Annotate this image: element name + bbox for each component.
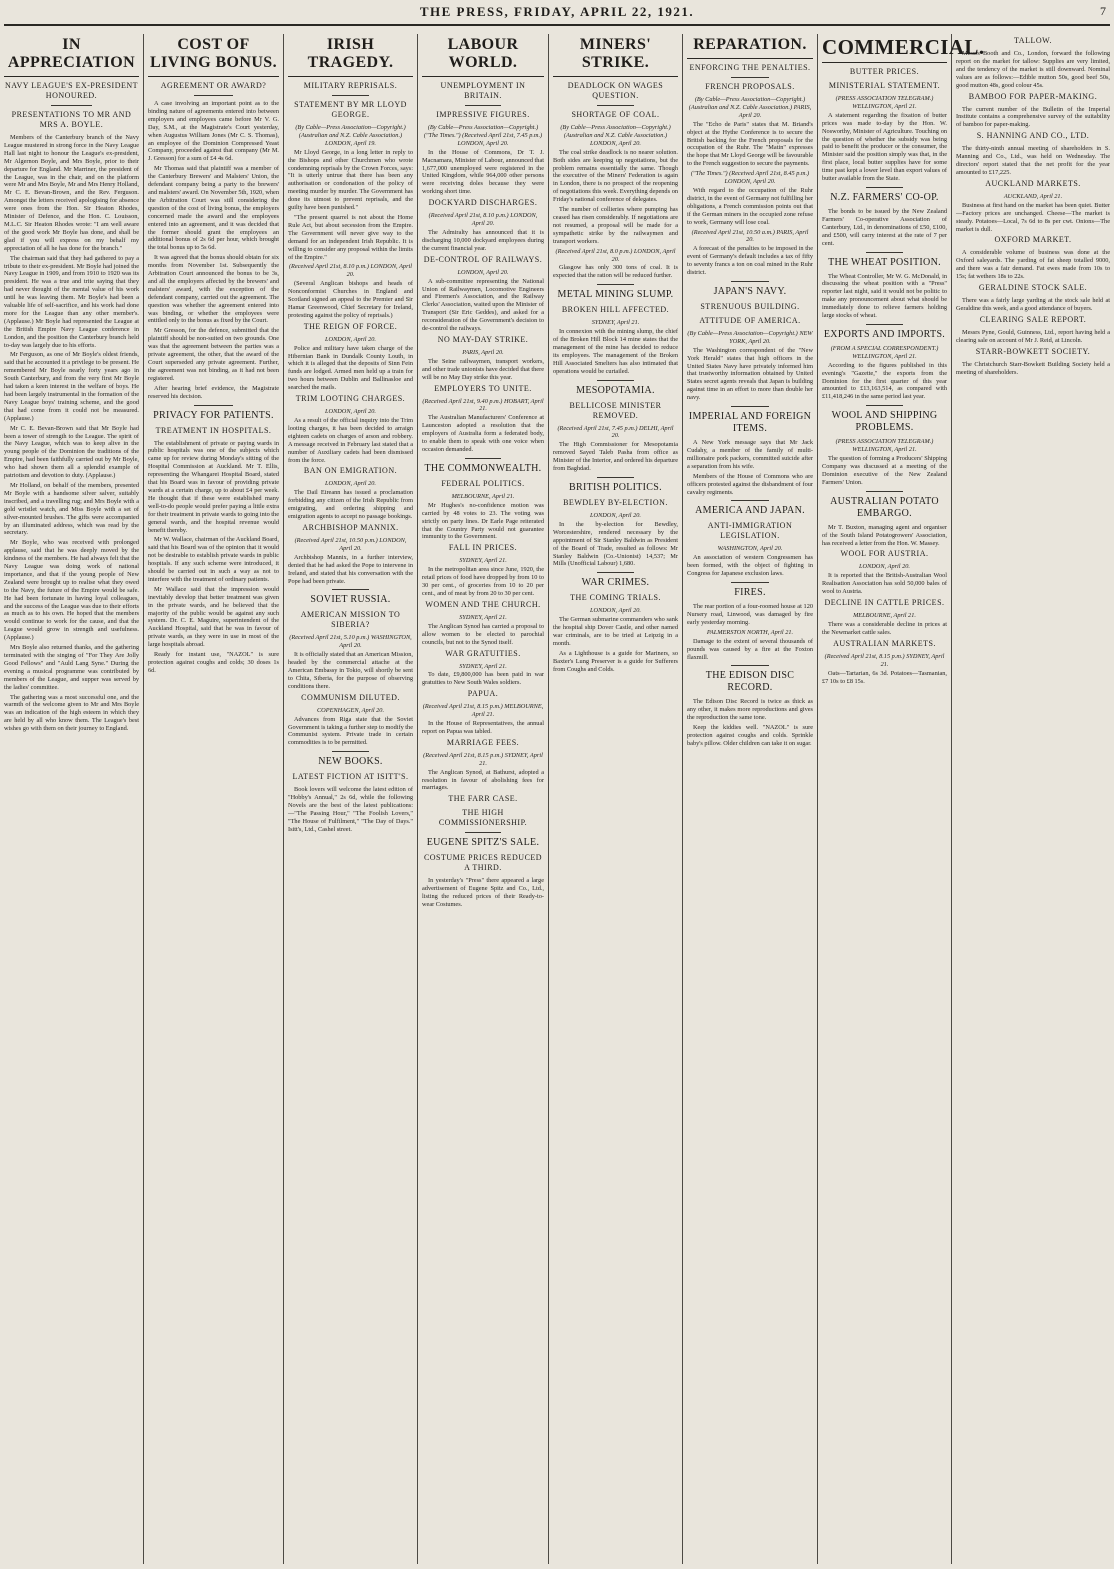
subheading: MINISTERIAL STATEMENT.	[828, 81, 941, 90]
dateline: ("The Times.") (Received April 21st, 8.45 p.m.) LONDON, April 20.	[690, 170, 810, 186]
dateline: (Received April 21st, 8.10 p.m.) LONDON, April 20.	[428, 212, 538, 228]
section-heading: EXPORTS AND IMPORTS.	[823, 328, 946, 340]
divider	[597, 572, 635, 573]
section-heading: WAR CRIMES.	[581, 577, 650, 589]
dateline: SYDNEY, April 21.	[459, 613, 507, 621]
article-paragraph: Mrs Boyle also returned thanks, and the gathering terminated with the singing of "For They Are Jolly Good Fellows" and "Auld Lang Syne." During the evening a musical programme was contributed by members of the League, and supper was served by the ladies' committee.	[4, 644, 139, 691]
dateline: (Received April 21st, 8.10 p.m.) LONDON, April 20.	[288, 263, 413, 279]
dateline: (Received April 21st, 10.50 a.m.) PARIS, April 20.	[691, 228, 809, 244]
subheading: MARRIAGE FEES.	[446, 737, 520, 747]
dateline: WASHINGTON, April 20.	[717, 545, 783, 553]
subheading: DEADLOCK ON WAGES QUESTION.	[567, 81, 664, 100]
headline: MINERS' STRIKE.	[553, 36, 678, 77]
dateline: MELBOURNE, April 21.	[853, 612, 916, 620]
dateline: LONDON, April 20.	[590, 607, 641, 615]
dateline: (Received April 21st, 7.45 p.m.) DELHI, April 20.	[557, 424, 674, 440]
article-paragraph: Police and military have taken charge of the Hibernian Bank in Dundalk County Louth, in which it is alleged that the deposits of Sinn Fein funds are lodged. Armed men held up a train for two hours between Dublin and Ballinasloe and searched the mails.	[288, 344, 413, 392]
dateline: (Received April 21st, 8.15 p.m.) SYDNEY, April 21.	[423, 751, 543, 767]
article-paragraph: After hearing brief evidence, the Magistrate reserved his decision.	[148, 384, 279, 400]
divider	[332, 751, 370, 752]
article-paragraph: The Edison Disc Record is twice as thick as any other, it makes more reproductions and gives the reproduction the same tone.	[687, 698, 813, 722]
dateline: MELBOURNE, April 21.	[451, 492, 515, 500]
section-heading: THE COMMONWEALTH.	[424, 462, 542, 474]
subheading: THE HIGH COMMISSIONERSHIP.	[438, 808, 528, 828]
subheading: ANTI-IMMIGRATION LEGISLATION.	[707, 521, 793, 541]
dateline: PARIS, April 20.	[462, 348, 504, 356]
article-paragraph: Glasgow has only 300 tons of coal. It is expected that the ration will be reduced further.	[553, 264, 678, 280]
divider	[731, 582, 769, 583]
dateline: (FROM A SPECIAL CORRESPONDENT.) WELLINGTON, April 21.	[830, 344, 939, 360]
subheading: BROKEN HILL AFFECTED.	[561, 305, 670, 315]
article-paragraph: Messrs Booth and Co., London, forward the following report on the market for tallow: Supplies are very limited, and the tendency of the market is still downward. Nominal values are as follows:—Edible mutton 50s, good beef 50s, good mutton 48s, good colour 45s.	[956, 50, 1110, 89]
divider	[597, 477, 635, 478]
article-paragraph: The bonds to be issued by the New Zealand Farmers' Co-operative Association of Canterbury, Ltd., in denominations of £50, £100, and £500, will carry interest at the rate of 7 per cent.	[822, 207, 947, 247]
subheading: THE COMING TRIALS.	[570, 593, 661, 603]
article-paragraph: Keep the kiddies well. "NAZOL" is sure protection against coughs and colds. Sprinkle baby's pillow. Older children can take it on sugar.	[687, 724, 813, 747]
article-paragraph: The establishment of private or paying wards in public hospitals was one of the subjects which came up for review during Monday's sitting of the Hospital Commission at Auckland. Mr T. Ellis, representing the Whangarei Hospital Board, stated that his Board was in favour of providing private wards at a certain charge, up to about £4 per week. He thought that if these were established many well-to-do people would prefer paying a little extra for their treatment in private wards to going into the general wards, and the hospital revenue would benefit thereby.	[148, 439, 279, 534]
headline: COST OF LIVING BONUS.	[148, 36, 279, 77]
article-paragraph: The Anglican Synod, at Bathurst, adopted a resolution in favour of abolishing fees for marriages.	[422, 768, 544, 792]
section-heading: METAL MINING SLUMP.	[557, 289, 674, 301]
article-paragraph: A forecast of the penalties to be imposed in the event of Germany's default includes a tax of fifty to seventy francs a ton on coal mined in the Ruhr district.	[687, 245, 813, 277]
article-paragraph: Mr C. E. Bevan-Brown said that Mr Boyle had been a tower of strength to the League. The spirit of the Navy League, which was to keep alive in the young people of the Dominion the traditions of the Empire, had been faithfully carried out by Mr Boyle, who had shown them all a splendid example of patriotism and devotion to duty. (Applause.)	[4, 424, 139, 480]
article-paragraph: Archbishop Mannix, in a further interview, denied that he had asked the Pope to intervene in Ireland, and stated that his conversation with the Pope had been private.	[288, 553, 413, 585]
article-paragraph: It is reported that the British-Australian Wool Realisation Association has sold 50,000 bales of wool to Austria.	[822, 572, 947, 596]
divider	[866, 324, 904, 325]
subheading: MILITARY REPRISALS.	[303, 81, 398, 90]
article-paragraph: Advances from Riga state that the Soviet Government is taking a further step to modify the Communist system. Private trade in certain commodities is to be permitted.	[288, 715, 413, 747]
article-paragraph: Mr Gresson, for the defence, submitted that the plaintiff should be non-suited on two grounds. One was that the agreement between the parties was a private agreement, the other, that the award of the Court superseded any private agreement. Further, the agreement was not binding, as it had not been registered.	[148, 327, 279, 382]
article-paragraph: In the by-election for Bewdley, Worcestershire, rendered necessary by the appointment of Sir Stanley Baldwin as President of the Board of Trade, resulted as follows: Mr Stanley Baldwin (Co.-Unionist) 14,537; Mr Mills (Unofficial Labour) 1,680.	[553, 520, 678, 568]
divider	[597, 380, 635, 381]
subheading: WAR GRATUITIES.	[445, 648, 521, 658]
subheading: TREATMENT IN HOSPITALS.	[155, 425, 272, 435]
article-paragraph: Mr Wallace said that the impression would inevitably develop that better treatment was given in the private wards, and he believed that the majority of the public would be against any such system. Dr. C. E. Maguire, superintendent of the Auckland Hospital, said that he was in favour of private wards, as they were in use in most of the large hospitals abroad.	[148, 585, 279, 649]
subheading: PAPUA.	[467, 689, 499, 699]
subheading: ARCHBISHOP MANNIX.	[302, 522, 399, 532]
article-paragraph: The current number of the Bulletin of the Imperial Institute contains a comprehensive survey of the suitability of bamboo for paper-making.	[956, 105, 1110, 129]
subheading: THE FARR CASE.	[448, 794, 518, 804]
dateline: LONDON, April 20.	[457, 268, 509, 276]
divider	[194, 405, 233, 406]
article-paragraph: In the House of Representatives, the annual report on Papua was tabled.	[422, 720, 544, 735]
divider	[731, 406, 769, 407]
divider	[465, 458, 502, 459]
headline: LABOUR WORLD.	[422, 36, 544, 77]
dateline: (By Cable—Press Association—Copyright.) ("The Times.") (Received April 21st, 7.45 p.m.) LONDON, April 20.	[423, 124, 543, 147]
article-paragraph: The coal strike deadlock is no nearer solution. Both sides are keeping up negotiations, but the problem remains essentially the same. Though the executive of the Miners' Federation is again in London, there is no prospect of the reopening of negotiations this week. Everything depends on Friday's national conference of delegates.	[553, 148, 678, 204]
divider	[866, 252, 904, 253]
article-paragraph: The number of collieries where pumping has ceased has risen considerably. If negotiations are not resumed, a proposal will be made for a sympathetic strike by the railwaymen and transport workers.	[553, 206, 678, 245]
dateline: LONDON, April 20.	[325, 408, 376, 416]
article-paragraph: Mr Hughes's no-confidence motion was carried by 48 votes to 23. The voting was strictly on party lines. Dr Earle Page reiterated that the Country Party would not guarantee immunity to the Government.	[422, 501, 544, 541]
subheading: BEWDLEY BY-ELECTION.	[563, 498, 668, 507]
article-paragraph: A sub-committee representing the National Union of Railwaymen, Locomotive Engineers and Firemen's Association, and the Railway Clerks' Association, waited upon the Minister of Transport (Sir Eric Geddes), and asked for a reconsideration of the Government's decision to de-control the railways.	[422, 277, 544, 333]
article-paragraph: Mr Boyle, who was received with prolonged applause, said that he was deeply moved by the kindness of the members. He had always felt that the Navy League was doing work of national importance, and that if the young people of New Zealand were brought up to realise what they owed to the Navy, the future of the Empire would be safe. He had been fortunate in having loyal colleagues, and the success of the League was due to their efforts as much as to his own. He hoped that the members would continue to work for the cause, and that the League would grow in strength and usefulness. (Applause.)	[4, 539, 139, 642]
article-paragraph: To date, £9,800,000 has been paid in war gratuities to New South Wales soldiers.	[422, 671, 544, 687]
dateline: LONDON, April 20.	[325, 480, 376, 488]
subheading: NO MAY-DAY STRIKE.	[437, 334, 529, 344]
dateline: (By Cable—Press Association—Copyright.) (Australian and N.Z. Cable Association.) PARIS, April 20.	[688, 96, 812, 119]
divider	[866, 491, 904, 492]
article-paragraph: The Australian Manufacturers' Conference at Launceston adopted a resolution that the employers of Australia form a federated body, to enable them to speak with one voice when occasion demanded.	[422, 414, 544, 453]
divider	[731, 77, 769, 78]
article-paragraph: The thirty-ninth annual meeting of shareholders in S. Manning and Co., Ltd., was held on Wednesday. The directors' report stated that the net profit for the year amounted to £17,225.	[956, 145, 1110, 176]
column-6	[683, 34, 818, 1564]
headline: REPARATION.	[687, 36, 813, 59]
article-paragraph: Ready for instant use, "NAZOL" is sure protection against coughs and colds; 30 doses 1s 6d.	[148, 651, 279, 674]
masthead-rule	[4, 24, 1110, 26]
divider	[866, 405, 904, 406]
article-paragraph: In the metropolitan area since June, 1920, the retail prices of food have dropped by from 10 to 30 per cent., of groceries from 10 to 20 per cent., and of meat by from 20 to 30 per cent.	[422, 566, 544, 597]
section-heading: AMERICA AND JAPAN.	[695, 505, 805, 517]
dateline: (Received April 21st, 8.15 p.m.) MELBOURNE, April 21.	[422, 703, 544, 719]
section-heading: THE EDISON DISC RECORD.	[705, 670, 795, 694]
subheading: LATEST FICTION AT ISITT'S.	[292, 772, 409, 782]
article-paragraph: A New York message says that Mr Jack Cudahy, a member of the family of multi-millionaire pork packers, committed suicide after a separation from his wife.	[687, 439, 813, 470]
subheading: AUCKLAND MARKETS.	[985, 178, 1081, 188]
divider	[866, 187, 904, 188]
subheading: WOOL FOR AUSTRIA.	[840, 549, 929, 559]
column-4	[418, 34, 549, 1564]
article-paragraph: The gathering was a most successful one, and the warmth of the welcome given to Mr and Mrs Boyle was an indication of the high esteem in which they are held by all who know them. The League's best wishes go with them on their journey to England.	[4, 693, 139, 733]
article-paragraph: Messrs Pyne, Gould, Guinness, Ltd., report having held a clearing sale on account of Mr J. Reid, at Lincoln.	[956, 328, 1110, 344]
subheading: BUTTER PRICES.	[849, 67, 920, 76]
subheading: STATEMENT BY MR LLOYD GEORGE.	[294, 100, 407, 119]
article-paragraph: Mr T. Buxton, managing agent and organiser of the South Island Potatogrowers' Association, has received a letter from the Hon. W. Massey.	[822, 523, 947, 547]
column-5	[549, 34, 683, 1564]
article-paragraph: The question of forming a Producers' Shipping Company was discussed at a meeting of the Dominion executive of the New Zealand Farmers' Union.	[822, 455, 947, 486]
dateline: (Received April 21st, 8.15 p.m.) SYDNEY, April 21.	[824, 652, 945, 668]
divider	[597, 105, 635, 106]
subheading: TALLOW.	[1014, 36, 1052, 45]
dateline: SYDNEY, April 21.	[591, 319, 640, 327]
article-paragraph: The rear portion of a four-roomed house at 120 Nursery road, Linwood, was damaged by fire early yesterday morning.	[687, 603, 813, 626]
divider	[332, 95, 370, 96]
subheading: THE REIGN OF FORCE.	[303, 321, 398, 331]
article-paragraph: The German submarine commanders who sank the hospital ship Dover Castle, and other named war criminals, are to be tried at Leipzig in a month.	[553, 616, 678, 647]
article-paragraph: The Wheat Controller, Mr W. G. McDonald, in discussing the wheat position with a "Press" reporter last night, said it would not be politic to make any pronouncement about what should be immediately done to relieve farmers holding large stocks of wheat.	[822, 272, 947, 320]
headline: IN APPRECIATION	[4, 36, 139, 77]
article-paragraph: As a result of the official inquiry into the Trim looting charges, it has been decided to arraign eighteen cadets on charges of arson and robbery. A message received in February last stated that a number of Auxiliary cadets had been dismissed from the force.	[288, 417, 413, 464]
column-3	[284, 34, 418, 1564]
article-paragraph: A statement regarding the fixation of butter prices was made to-day by the Hon. W. Nosworthy, Minister of Agriculture. Touching on the question of whether the subsidy was being paid to benefit the producer or the consumer, the Minister said the position simply was that, in the first place, local butter supplies have for some time past kept a lower level than export values of butter available from the State.	[822, 111, 947, 183]
article-paragraph: The Seine railwaymen, transport workers, and other trade unionists have decided that there will be no May Day strike this year.	[422, 357, 544, 381]
subheading: WOMEN AND THE CHURCH.	[425, 599, 541, 609]
dateline: LONDON, April 20.	[325, 335, 376, 343]
subheading: NAVY LEAGUE'S EX-PRESIDENT HONOURED.	[4, 81, 139, 100]
article-paragraph: The chairman said that they had gathered to pay a tribute to their ex-president. Mr Boyle had joined the Navy League in 1909, and from 1910 to 1920 was its president. He was a true and trite saying that they had never thought of the mental value of his work until he was leaving them. Mr Boyle's had been a valuable life of self-sacrifice, and his work had done more for the League than any other member's. (Applause.) Mr Boyle had represented the League at the British Empire Navy League conference in London, and the position the Canterbury branch held to-day was largely due to his efforts.	[4, 254, 139, 349]
section-heading: N.Z. FARMERS' CO-OP.	[830, 191, 939, 203]
article-paragraph: "The present quarrel is not about the Home Rule Act, but about secession from the Empire. The Government will never give way to the demand for an independent Irish Republic. It is willing to consider any proposal within the limits of the Empire."	[288, 213, 413, 261]
divider	[731, 500, 769, 501]
article-paragraph: In connexion with the mining slump, the chief of the Broken Hill Block 14 mine states that the management of the mine has decided to reduce its employees. The management of the Broken Hill Associated Smelters has also intimated that operations would be curtailed.	[553, 328, 678, 375]
dateline: (Received April 21st, 10.50 p.m.) LONDON, April 20.	[294, 536, 407, 552]
section-heading: PRIVACY FOR PATIENTS.	[153, 409, 274, 421]
article-paragraph: In the House of Commons, Dr T. J. Macnamara, Minister of Labour, announced that 1,677,000 unemployed were registered in the United Kingdom, while 964,000 other persons were receiving doles because they were working short time.	[422, 148, 544, 196]
subheading: GERALDINE STOCK SALE.	[978, 283, 1088, 293]
dateline: LONDON, April 20.	[590, 512, 641, 519]
subheading: COMMUNISM DILUTED.	[301, 692, 400, 702]
article-paragraph: Mr Lloyd George, in a long letter in reply to the Bishops and other Churchmen who wrote condemning reprisals by the Crown Forces, says: "It is utterly untrue that there has been any authorisation or condonation of the policy of meeting murder by murder. The Government has done its utmost to prevent reprisals, and the guilty have been punished."	[288, 148, 413, 212]
subheading: DE-CONTROL OF RAILWAYS.	[423, 254, 543, 264]
section-heading: MESOPOTAMIA.	[576, 384, 655, 396]
dateline: (By Cable—Press Association—Copyright.) (Australian and N.Z. Cable Association.) LONDON, April 20.	[560, 124, 671, 147]
article-paragraph: Mr Thomas said that plaintiff was a member of the Canterbury Brewers' and Malsters' Union, the defendant company being a party to the brewers' and malsters' award. On November 5th, 1920, when the Arbitration Court was still considering the question of the cost of living bonus, the employers concerned made the award and the employees entered into an agreement, and it was decided that the former should grant the employees an additional bonus of 2s 6d per hour, which brought the total bonus up to 5s 6d.	[148, 165, 279, 252]
section-heading: JAPAN'S NAVY.	[713, 285, 787, 297]
dateline: LONDON, April 20.	[859, 563, 910, 571]
article-paragraph: The Admiralty has announced that it is discharging 10,000 dockyard employees during the current financial year.	[422, 228, 544, 252]
column-7	[818, 34, 985, 1564]
article-paragraph: There was a fairly large yarding at the stock sale held at Geraldine this week, and a good attendance of buyers.	[956, 297, 1110, 312]
subheading: BELLICOSE MINISTER REMOVED.	[569, 400, 662, 420]
article-paragraph: There was a considerable decline in prices at the Newmarket cattle sales.	[822, 620, 947, 636]
article-paragraph: Members of the House of Commons who are officers protested against the disbandment of four cavalry regiments.	[687, 472, 813, 496]
dateline: (Received April 21st, 9.40 p.m.) HOBART, April 21.	[422, 397, 544, 413]
divider	[51, 105, 92, 106]
dateline: PALMERSTON NORTH, April 21.	[706, 628, 794, 636]
section-heading: IMPERIAL AND FOREIGN ITEMS.	[688, 411, 812, 435]
headline: IRISH TRAGEDY.	[288, 36, 413, 77]
article-paragraph: A considerable volume of business was done at the Oxford saleyards. The yarding of fat sheep totalled 9000, and there was a fair demand. Fat ewes made from 10s to 15s; fat wethers 18s to 22s.	[956, 249, 1110, 281]
subheading: FRENCH PROPOSALS.	[705, 82, 795, 91]
article-paragraph: The Washington correspondent of the "New York Herald" states that high officers in the United States Navy have privately informed him that trustworthy information obtained by United States secret agents reveals that Japan is building against time in an effort to more than double her navy.	[687, 346, 813, 402]
dateline: COPENHAGEN, April 20.	[316, 706, 385, 714]
article-paragraph: Business at first hand on the market has been quiet. Butter—Factory prices are unchanged. Cheese—The market is steady. Potatoes—Local, 7s 6d to 8s per cwt. Onions—The market is dull.	[956, 201, 1110, 233]
subheading: STRENUOUS BUILDING.	[700, 301, 800, 311]
dateline: SYDNEY, April 21.	[459, 662, 507, 670]
divider	[597, 284, 635, 285]
article-paragraph: It was agreed that the bonus should obtain for six months from November 1st. Subsequently the Arbitration Court announced the bonus to be 3s, and all the employers affected by the brewers' and malsters' award, with the exception of the defendant company, carried out the agreement. The question was whether the agreement entered into was binding, or whether the employees were entitled only to the bonus as fixed by the Court.	[148, 254, 279, 325]
divider	[465, 105, 502, 106]
article-paragraph: The Dail Eireann has issued a proclamation forbidding any citizen of the Irish Republic from emigrating, and ordering shipping and emigration agents to accept no passage bookings.	[288, 489, 413, 521]
section-heading: BRITISH POLITICS.	[569, 482, 662, 493]
dateline: (PRESS ASSOCIATION TELEGRAM.) WELLINGTON, April 21.	[835, 438, 934, 454]
subheading: TRIM LOOTING CHARGES.	[295, 394, 406, 404]
dateline: (By Cable—Press Association—Copyright.) NEW YORK, April 20.	[687, 329, 813, 345]
section-heading: FIRES.	[734, 587, 766, 599]
divider	[194, 95, 233, 96]
dateline: AUCKLAND, April 21.	[1003, 192, 1063, 200]
subheading: OXFORD MARKET.	[994, 235, 1072, 245]
section-heading: WOOL AND SHIPPING PROBLEMS.	[831, 410, 938, 434]
article-paragraph: The "Echo de Paris" states that M. Briand's object at the Hythe Conference is to secure the British backing for the French proposals for the occupation of the Ruhr. The "Matin" expresses the hope that Mr Lloyd George will be favourable to the French suggestion to secure the payments.	[687, 120, 813, 168]
subheading: S. HANNING AND CO., LTD.	[976, 131, 1090, 141]
section-heading: THE WHEAT POSITION.	[828, 256, 941, 268]
subheading: CLEARING SALE REPORT.	[979, 314, 1087, 324]
subheading: PRESENTATIONS TO MR AND MRS A. BOYLE.	[11, 110, 132, 129]
divider	[731, 665, 769, 666]
column-2	[144, 34, 284, 1564]
subheading: BAN ON EMIGRATION.	[303, 466, 398, 476]
column-8	[952, 34, 1114, 1564]
dateline: SYDNEY, April 21.	[459, 557, 507, 565]
dateline: (PRESS ASSOCIATION TELEGRAM.) WELLINGTON, April 21.	[835, 95, 934, 110]
subheading: ATTITUDE OF AMERICA.	[699, 315, 801, 325]
article-paragraph: Damage to the extent of several thousands of pounds was caused by a fire at the Foxton flaxmill.	[687, 637, 813, 661]
article-paragraph: It is officially stated that an American Mission, headed by the commercial attache at the American Embassy in Tokio, will shortly be sent to Chita, Siberia, for the purpose of observing conditions there.	[288, 651, 413, 690]
article-paragraph: Book lovers will welcome the latest edition of "Hobby's Annual," 2s 6d, while the following Novels are the best of the latest publications:—"The Passing Hour," "The Foolish Lovers," "The House of Fulfilment," "The Day of Days." Isitt's, Ltd., Cashel street.	[288, 786, 413, 833]
divider	[465, 832, 502, 833]
subheading: SHORTAGE OF COAL.	[571, 110, 660, 119]
section-heading: NEW BOOKS.	[318, 756, 383, 768]
dateline: (Received April 21st, 8.0 p.m.) LONDON, April 20.	[555, 247, 676, 263]
article-paragraph: Mr W. Wallace, chairman of the Auckland Board, said that his Board was of the opinion that it would not be desirable to establish private wards in public hospitals. If any such scheme were introduced, it should be carried out in such a way as not to interfere with the treatment of ordinary patients.	[148, 536, 279, 583]
column-1	[0, 34, 144, 1564]
article-paragraph: As a Lighthouse is a guide for Mariners, so Baxter's Lung Preserver is a guide for Sufferers from Coughs and Colds.	[553, 649, 678, 673]
article-paragraph: According to the figures published in this evening's "Gazette," the exports from the Dominion for the first quarter of this year amounted to £13,163,514, as compared with £11,418,246 in the same period last year.	[822, 361, 947, 401]
section-heading: SOVIET RUSSIA.	[310, 594, 391, 606]
subheading: EMPLOYERS TO UNITE.	[434, 383, 532, 393]
subheading: COSTUME PRICES REDUCED A THIRD.	[423, 853, 543, 873]
subheading: UNEMPLOYMENT IN BRITAIN.	[440, 81, 526, 100]
section-heading: EUGENE SPITZ'S SALE.	[426, 837, 540, 849]
article-paragraph: Mr Holland, on behalf of the members, presented Mr Boyle with a handsome silver salver, suitably inscribed, and a travelling rug; and Mrs Boyle with a gold wristlet watch, and Miss Boyle with a set of silver-mounted brushes. The gifts were accompanied by an illuminated address, which was read by the secretary.	[4, 481, 139, 537]
article-paragraph: The High Commissioner for Mesopotamia removed Sayed Taleb Pasha from office as Minister of the Interior, and ordered his departure from Baghdad.	[553, 441, 678, 473]
dateline: (Received April 21st, 5.10 p.m.) WASHINGTON, April 20.	[289, 634, 412, 650]
subheading: AMERICAN MISSION TO SIBERIA?	[300, 610, 401, 630]
article-paragraph: An association of western Congressmen has been formed, with the object of fighting in Congress for Japanese exclusion laws.	[687, 554, 813, 578]
article-paragraph: In yesterday's "Press" there appeared a large advertisement of Eugene Spitz and Co., Ltd., listing the reduced prices of their Ready-to-wear Costumes.	[422, 877, 544, 909]
article-paragraph: Members of the Canterbury branch of the Navy League mustered in strong force in the Navy League Hall last night to honour the League's ex-president, Mr Algernon Boyle, and Mrs Boyle, prior to their departure for England. Mr Marriner, the president of the League, was in the chair, and on the platform were Mr and Mrs Boyle, Mr and Mrs Henry Holland, Mr C. E. Bevan-Brown, and the Rev. Ferguson. Amongst the letters received apologising for absence were ones from the Hon. Sir Heaton Rhodes, Minister of Defence, and the Hon. C. Louisson, M.L.C. Sir Heaton Rhodes wrote: "I am well aware of the good work Mr Boyle has done, and shall be glad if you will express on my behalf my appreciation of all he has done for the branch."	[4, 134, 139, 252]
subheading: ENFORCING THE PENALTIES.	[689, 63, 811, 72]
article-paragraph: With regard to the occupation of the Ruhr district, in the event of Germany not fulfilling her obligations, a French commission points out that if the German miners in the occupied zone refuse to work, Germany will lose coal.	[687, 186, 813, 226]
page-number: 7	[1100, 4, 1106, 18]
subheading: AUSTRALIAN MARKETS.	[833, 638, 936, 648]
article-paragraph: A case involving an important point as to the binding nature of agreements entered into between employers and employees came before Mr V. G. Day, S.M., at the Magistrate's Court yesterday, when Augustus William Jones (Mr C. S. Thomas), an employee of the Dominion Compressed Yeast Company, proceeded against that company (Mr M. J. Gresson) for a sum of £4 4s 6d.	[148, 100, 279, 163]
headline: COMMERCIAL.	[822, 36, 947, 63]
subheading: IMPRESSIVE FIGURES.	[436, 110, 530, 119]
divider	[731, 281, 769, 282]
masthead-title: THE PRESS, FRIDAY, APRIL 22, 1921.	[419, 4, 695, 19]
subheading: BAMBOO FOR PAPER-MAKING.	[968, 91, 1098, 101]
section-heading: AUSTRALIAN POTATO EMBARGO.	[830, 495, 939, 519]
subheading: FEDERAL POLITICS.	[441, 478, 525, 488]
subheading: DOCKYARD DISCHARGES.	[428, 198, 538, 208]
article-paragraph: (Several Anglican bishops and heads of Nonconformist Churches in England and Scotland signed an appeal to the Premier and Sir Hamar Greenwood, Chief Secretary for Ireland, protesting against the policy of reprisals.)	[288, 280, 413, 319]
article-paragraph: The Christchurch Starr-Bowkett Building Society held a meeting of shareholders.	[956, 360, 1110, 376]
subheading: STARR-BOWKETT SOCIETY.	[975, 346, 1091, 356]
subheading: DECLINE IN CATTLE PRICES.	[824, 598, 945, 608]
dateline: (By Cable—Press Association—Copyright.) (Australian and N.Z. Cable Association.) LONDON, April 19.	[295, 124, 406, 147]
subheading: FALL IN PRICES.	[448, 543, 518, 553]
article-paragraph: Mr Ferguson, as one of Mr Boyle's oldest friends, said that he accounted it a privilege to be present. He remembered Mr Boyle nearly forty years ago in South Canterbury, and from the very first Mr Boyle had taken a keen interest in the welfare of boys. He had been largely instrumental in the formation of the Navy League boys' training scheme, and the good that had come from it could not be measured. (Applause.)	[4, 351, 139, 422]
subheading: AGREEMENT OR AWARD?	[160, 81, 267, 90]
divider	[332, 589, 370, 590]
article-paragraph: The Anglican Synod has carried a proposal to allow women to be elected to parochial councils, but not to the Synod itself.	[422, 622, 544, 646]
article-paragraph: Oats—Tartarian, 6s 3d. Potatoes—Tasmanian, £7 10s to £8 15s.	[822, 669, 947, 685]
